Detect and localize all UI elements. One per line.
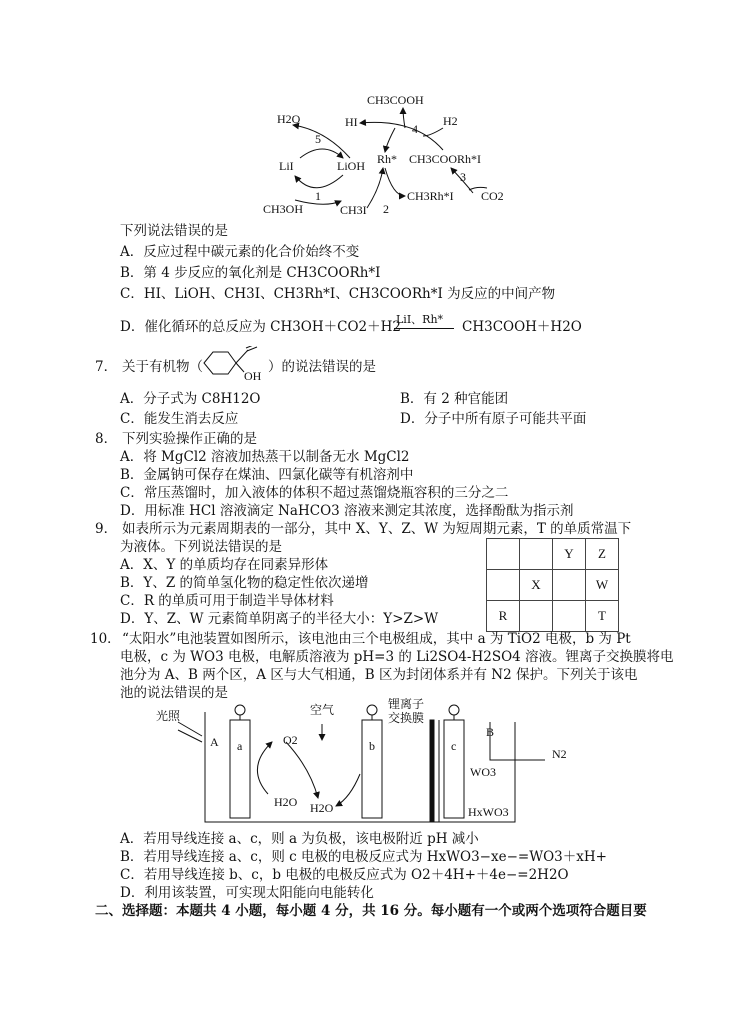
cycle-ch3oh: CH3OH [263,202,304,216]
q9-stem-line2: 为液体。下列说法错误的是 [120,539,282,555]
label-hxwo3: HxWO3 [468,805,509,819]
label-h2o-1: H2O [274,795,298,809]
terminal-b [367,705,377,715]
grid-cell: T [586,601,619,632]
q7-option-c: C．能发生消去反应 [120,411,239,427]
q9-option-d: D．Y、Z、W 元素简单阴离子的半径大小：Y>Z>W [120,611,439,627]
arrow-to-rh [385,128,395,152]
cycle-h2o: H2O [277,112,301,126]
cyclohexane-ring [204,352,236,374]
grid-cell [553,570,586,601]
electrode-b [362,720,382,818]
grid-cell: W [586,570,619,601]
q6-option-c: C．HI、LiOH、CH3I、CH3Rh*I、CH3COORh*I 为反应的中间产物 [120,286,556,302]
label-h2o-2: H2O [310,801,334,815]
q10-number: 10． [90,631,121,647]
q7-stem-before: 关于有机物（ [122,359,203,375]
q9-number: 9． [95,521,118,537]
periodic-table-fragment [486,538,619,632]
q6-option-a: A．反应过程中碳元素的化合价始终不变 [120,244,360,260]
q9-option-a: A．X、Y 的单质均存在同素异形体 [120,557,329,573]
arrow-5 [293,125,350,158]
label-wo3: WO3 [470,765,496,779]
q9-option-b: B．Y、Z 的简单氢化物的稳定性依次递增 [120,575,369,591]
arrow-h2-in [423,128,443,136]
terminal-a [235,705,245,715]
arrow-ch3cooh-out [403,108,405,128]
electrode-c [444,720,464,818]
arrow-4 [360,122,443,150]
cycle-ch3i: CH3I [340,203,367,217]
q10-stem-line1: “太阳水”电池装置如图所示，该电池由三个电极组成，其中 a 为 TiO2 电极，b 为 Pt [122,631,631,647]
label-o2: O2 [283,733,298,747]
cycle-h2: H2 [443,114,458,128]
grid-cell: R [487,601,520,632]
ethynyl-bond [236,350,248,363]
electrode-a [230,720,250,818]
q7-option-d: D．分子中所有原子可能共平面 [400,411,587,427]
label-zone-a: A [210,735,219,749]
light-ray-1 [178,722,202,736]
label-light: 光照 [156,709,181,723]
cycle-lii: LiI [279,159,294,173]
arrow-lii-to-lioh [300,149,343,158]
label-electrode-b: b [369,739,375,753]
terminal-c [449,705,459,715]
cycle-ch3cooh: CH3COOH [367,93,424,107]
q10-stem-line4: 池的说法错误的是 [120,685,228,701]
cycle-co2: CO2 [481,189,504,203]
catalytic-cycle-diagram [255,88,525,223]
q8-option-b: B．金属钠可保存在煤油、四氯化碳等有机溶剂中 [120,467,414,483]
cycle-step1: 1 [315,189,321,203]
q8-stem: 下列实验操作正确的是 [122,431,257,447]
q7-option-b: B．有 2 种官能团 [400,391,509,407]
arrow-ch3i-to-rh [367,168,383,208]
grid-cell: Y [553,539,586,570]
q7-structure-diagram [200,346,270,384]
solar-water-cell-diagram [150,698,580,826]
arrow-1 [295,175,343,188]
q7-number: 7． [95,359,118,375]
section-2-heading: 二、选择题：本题共 4 小题，每小题 4 分，共 16 分。每小题有一个或两个选项符合题目要 [95,903,647,919]
q8-number: 8． [95,431,118,447]
q7-stem-after: ）的说法错误的是 [268,359,376,375]
label-membrane-2: 交换膜 [388,711,425,725]
q8-option-a: A．将 MgCl2 溶液加热蒸干以制备无水 MgCl2 [120,449,410,465]
arrow-h2o-to-o2 [257,742,272,794]
arrow-o2-to-h2o [286,742,318,798]
cycle-ch3rhi: CH3Rh*I [407,189,454,203]
q9-stem-line1: 如表所示为元素周期表的一部分，其中 X、Y、Z、W 为短周期元素，T 的单质常温下 [122,521,632,537]
n2-inlet [490,722,545,760]
label-electrode-c: c [451,739,457,753]
cycle-step5: 5 [315,132,321,146]
cycle-ch3coorhi: CH3COORh*I [409,152,482,166]
grid-cell [520,539,553,570]
ethynyl-triple-2 [247,347,257,351]
membrane [430,720,434,822]
label-n2: N2 [552,747,567,761]
q6-option-d-arrow-line [394,328,454,329]
cycle-rh: Rh* [377,152,398,166]
cycle-step2: 2 [383,202,389,216]
cycle-step3: 3 [460,170,466,184]
light-ray-2 [178,730,202,742]
q7-option-a: A．分子式为 C8H12O [120,391,261,407]
q10-option-a: A．若用导线连接 a、c，则 a 为负极，该电极附近 pH 减小 [120,831,479,847]
arrow-2 [385,168,405,196]
q6-option-b: B．第 4 步反应的氧化剂是 CH3COORh*I [120,265,381,281]
grid-cell [553,601,586,632]
grid-cell: Z [586,539,619,570]
hydroxyl-label: OH [244,369,262,383]
cycle-hi: HI [345,115,358,129]
cycle-step4: 4 [412,122,418,136]
q6-option-d-right: CH3COOH＋H2O [462,319,582,335]
grid-cell [487,539,520,570]
q10-stem-line3: 池分为 A、B 两个区，A 区与大气相通，B 区为封闭体系并有 N2 保护。下列关于该电 [120,667,638,683]
q9-option-c: C．R 的单质可用于制造半导体材料 [120,593,334,609]
label-membrane-1: 锂离子 [388,698,425,711]
q6-option-d-left: D．催化循环的总反应为 CH3OH＋CO2＋H2 [120,319,401,335]
q10-option-b: B．若用导线连接 a、c，则 c 电极的电极反应式为 HxWO3−xe−=WO3＋xH+ [120,849,607,865]
label-air: 空气 [310,703,335,717]
q10-option-c: C．若用导线连接 b、c，b 电极的电极反应式为 O2＋4H+＋4e−=2H2O [120,867,569,883]
grid-cell [487,570,520,601]
arrow-b-to-h2o [336,774,360,806]
label-zone-b: B [486,725,495,739]
q6-option-d-catalyst: LiI、Rh* [396,313,444,326]
grid-cell [520,601,553,632]
q8-option-c: C．常压蒸馏时，加入液体的体积不超过蒸馏烧瓶容积的三分之二 [120,485,509,501]
label-electrode-a: a [237,739,243,753]
cycle-lioh: LiOH [337,159,365,173]
hydroxyl-bond [236,363,244,372]
q10-stem-line2: 电极，c 为 WO3 电极，电解质溶液为 pH=3 的 Li2SO4-H2SO4 溶液。锂离子交换膜将电 [120,649,674,665]
q10-option-d: D．利用该装置，可实现太阳能向电能转化 [120,885,374,901]
q8-option-d: D．用标准 HCl 溶液滴定 NaHCO3 溶液来测定其浓度，选择酚酞为指示剂 [120,503,574,519]
q6-stem: 下列说法错误的是 [120,223,228,239]
grid-cell: X [520,570,553,601]
